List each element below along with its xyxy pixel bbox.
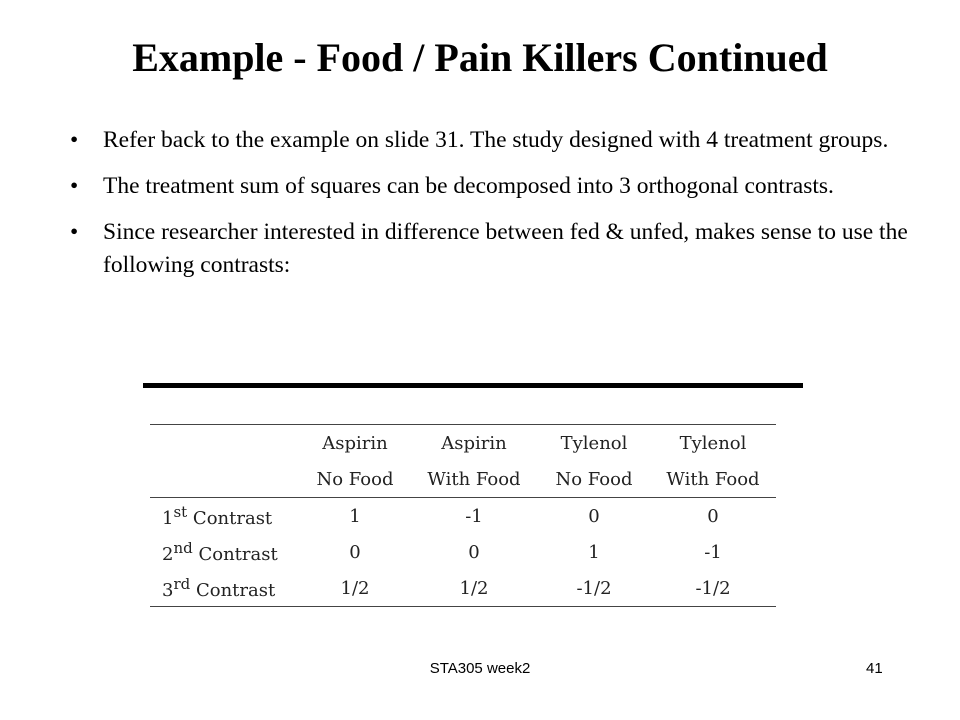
table-cell: 1/2 (410, 570, 538, 607)
row-label (150, 534, 300, 570)
table-header-cell: With Food (410, 461, 538, 498)
table-header-cell: No Food (300, 461, 410, 498)
table-row (150, 570, 776, 607)
slide-title: Example - Food / Pain Killers Continued (132, 35, 828, 80)
page-number: 41 (866, 660, 883, 677)
contrast-table (150, 424, 776, 607)
table-header-cell: Tylenol (538, 425, 650, 462)
divider-rule (143, 383, 803, 388)
table-cell: -1/2 (538, 570, 650, 607)
table-cell: 1/2 (300, 570, 410, 607)
table-header-cell: Aspirin (300, 425, 410, 462)
table-cell: 1 (588, 541, 600, 563)
bullet-dot: • (70, 173, 79, 199)
bullet-text: The treatment sum of squares can be decomposed into 3 orthogonal contrasts. (103, 173, 834, 199)
row-label (150, 570, 300, 607)
bullet-text: Since researcher interested in difference between fed & unfed, makes sense to use the following contrasts: (103, 219, 908, 278)
ordinal-suffix: st (173, 503, 188, 521)
table-cell: 0 (349, 541, 361, 563)
table-header-cell: Aspirin (410, 425, 538, 462)
table-header-cell: Tylenol (650, 425, 776, 462)
row-label-text: Contrast (195, 580, 276, 601)
table-header-cell: No Food (538, 461, 650, 498)
table-row (150, 534, 776, 570)
bullet-text: Refer back to the example on slide 31. The study designed with 4 treatment groups. (103, 127, 889, 153)
bullet-item (70, 124, 910, 157)
table-header-cell (150, 461, 300, 498)
footer-course: STA305 week2 (429, 660, 531, 677)
table-cell: -1/2 (650, 570, 776, 607)
table-cell: 0 (588, 505, 600, 527)
table-header-row (150, 425, 776, 462)
row-label (150, 498, 300, 535)
table-cell: 0 (707, 505, 719, 527)
ordinal-number: 3 (162, 580, 174, 601)
ordinal-suffix: rd (173, 575, 191, 593)
table-cell: -1 (465, 505, 483, 527)
bullet-list (70, 124, 910, 295)
bullet-dot: • (70, 219, 79, 245)
table-cell: 1 (349, 505, 361, 527)
bullet-item (70, 170, 910, 203)
table-row (150, 498, 776, 535)
bullet-item (70, 216, 910, 282)
table-cell: 0 (468, 541, 480, 563)
table-header-cell: With Food (650, 461, 776, 498)
ordinal-suffix: nd (173, 539, 193, 557)
contrast-table-wrapper (150, 424, 776, 607)
row-label-text: Contrast (192, 508, 273, 529)
table-header-cell (150, 425, 300, 462)
bullet-dot: • (70, 127, 79, 153)
row-label-text: Contrast (198, 544, 278, 565)
table-header-row (150, 461, 776, 498)
table-cell: -1 (704, 541, 722, 563)
ordinal-number: 1 (162, 508, 174, 529)
ordinal-number: 2 (162, 544, 174, 565)
